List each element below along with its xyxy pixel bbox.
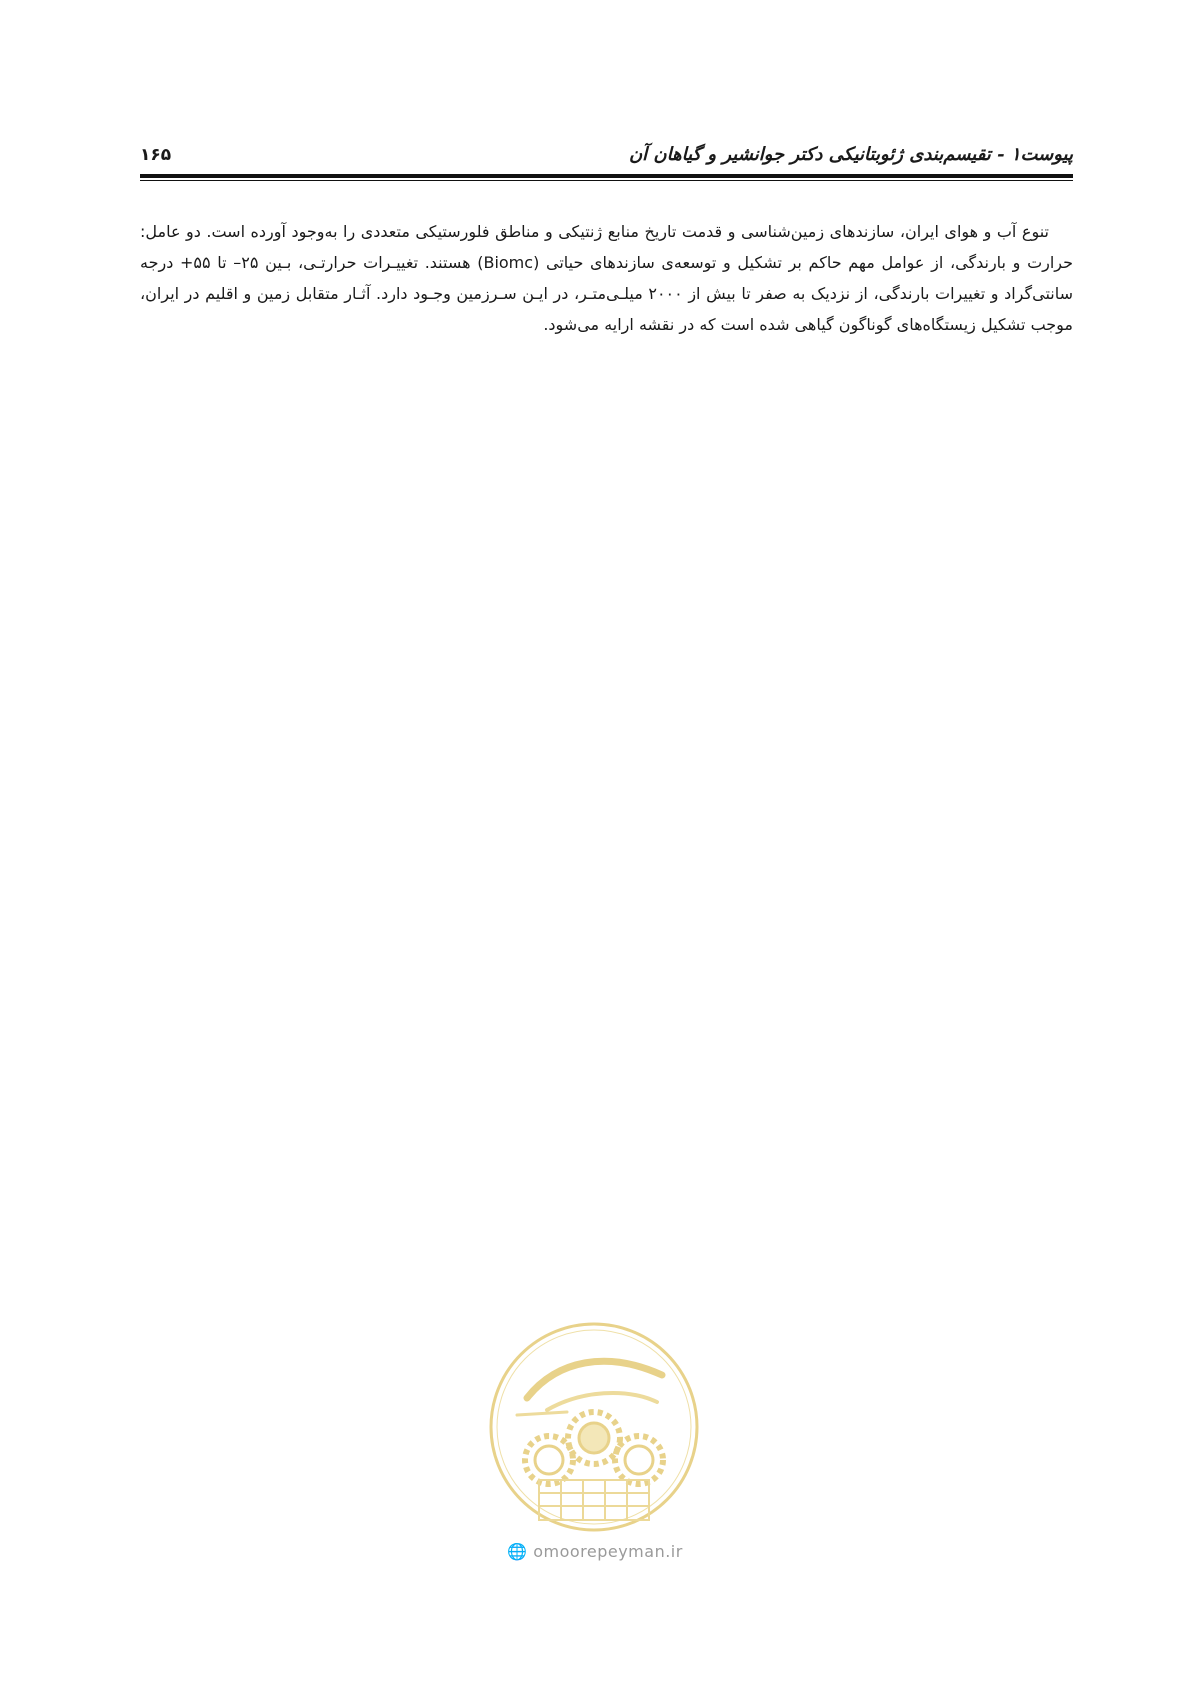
header-rule-thin [140,180,1073,181]
globe-icon: 🌐 [507,1542,528,1561]
running-header-title: پیوست۱ - تقیسم‌بندی ژئوبتانیکی دکتر جوانشیر و گیاهان آن [628,144,1073,165]
body-text [140,216,1073,340]
watermark-logo-icon [487,1320,702,1535]
header-rule-thick [140,174,1073,178]
page-number: ۱۶۵ [140,145,172,165]
watermark-logo [487,1320,702,1535]
watermark-url-text: omoorepeyman.ir [533,1542,683,1561]
watermark-url [480,1542,710,1561]
body-paragraph: تنوع آب و هوای ایران، سازندهای زمین‌شناسی و قدمت تاریخ منابع ژنتیکی و مناطق فلورستیکی متعددی را به‌وجود آورده است. دو عامل: حرارت و بارندگی، از عوامل مهم حاکم بر تشکیل و توسعه‌ی سازندهای حیاتی (Biomc) هستند. تغییـرات حرارتـی، بـین ۲۵– تا ۵۵+ درجه سانتی‌گراد و تغییرات بارندگی، از نزدیک به صفر تا بیش از ۲۰۰۰ میلـی‌متـر، در ایـن سـرزمین وجـود دارد. آثـار متقابل زمین و اقلیم در ایران، موجب تشکیل زیستگاه‌های گوناگون گیاهی شده است که در نقشه ارایه می‌شود. [140,222,1074,334]
